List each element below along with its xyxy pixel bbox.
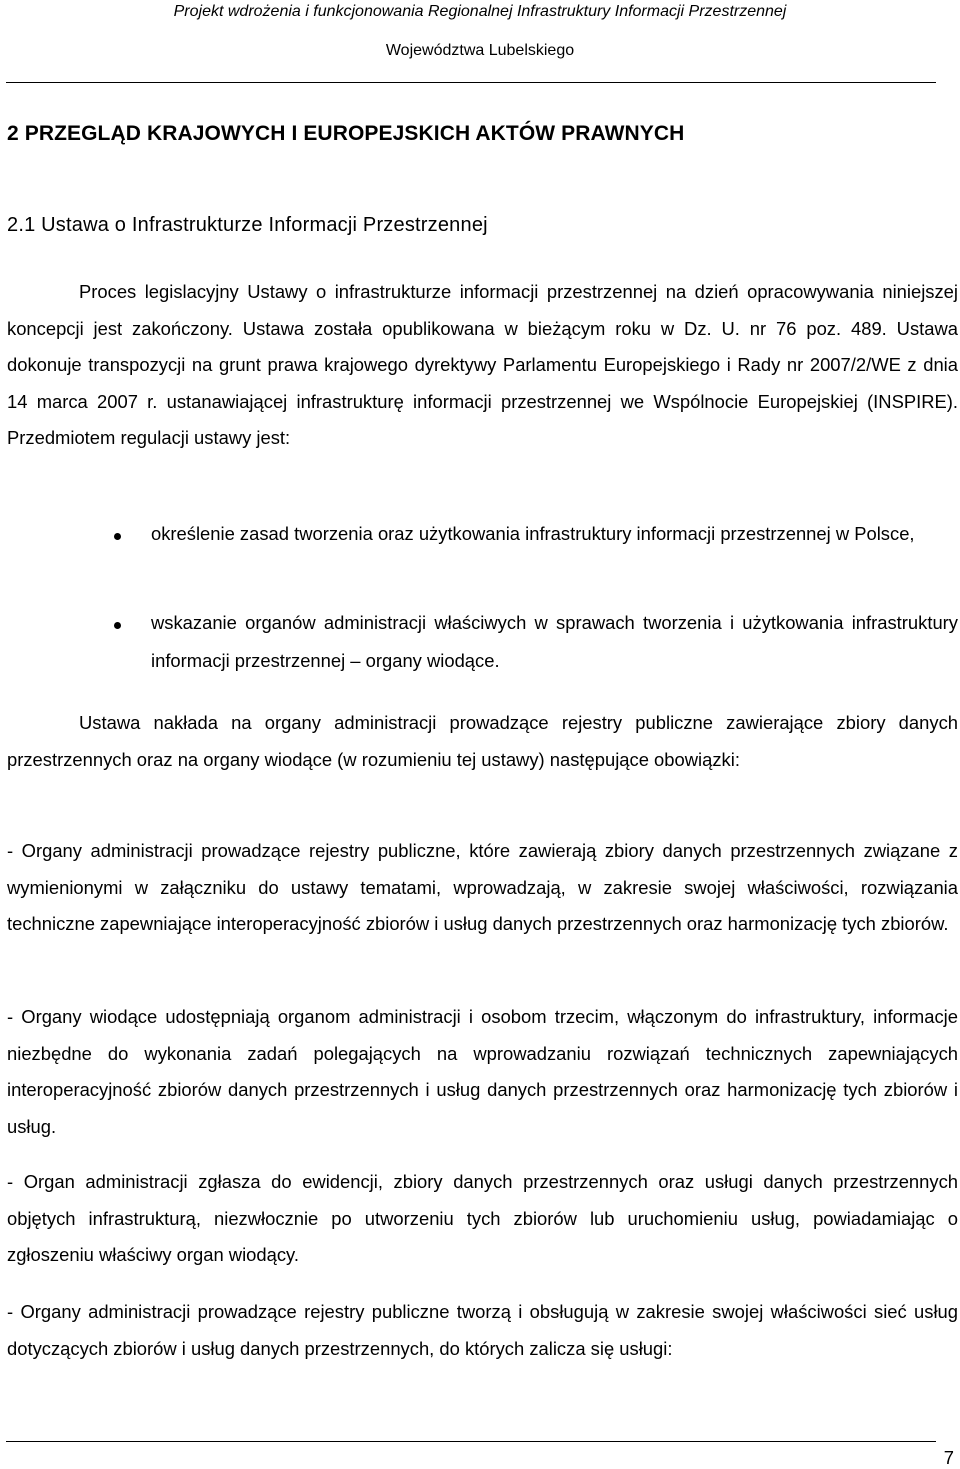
footer-divider: [6, 1441, 936, 1442]
bullet-dot: [114, 533, 121, 540]
header-title-line2: Województwa Lubelskiego: [385, 42, 575, 59]
header-title-line1: Projekt wdrożenia i funkcjonowania Regionalnej Infrastruktury Informacji Przestrzennej: [173, 3, 787, 20]
paragraph-obligation-1: - Organy administracji prowadzące rejestry publiczne, które zawierają zbiory danych przestrzennych związane z wymienionymi w załączniku do ustawy tematami, wprowadzają, w zakresie swojej właściwości, rozwiązania techniczne zapewniające interoperacyjność zbiorów i usług danych przestrzennych oraz harmonizację tych zbiorów.: [7, 840, 958, 934]
paragraph-obligations-intro: Ustawa nakłada na organy administracji prowadzące rejestry publiczne zawierające zbiory danych przestrzennych oraz na organy wiodące (w rozumieniu tej ustawy) następujące obowiązki:: [7, 712, 958, 770]
bullet-item: wskazanie organów administracji właściwych w sprawach tworzenia i użytkowania infrastruktury informacji przestrzennej – organy wiodące.: [151, 612, 958, 671]
chapter-heading: 2 PRZEGLĄD KRAJOWYCH I EUROPEJSKICH AKTÓW PRAWNYCH: [7, 122, 685, 145]
paragraph-obligation-4: - Organy administracji prowadzące rejestry publiczne tworzą i obsługują w zakresie swojej właściwości sieć usług dotyczących zbiorów i usług danych przestrzennych, do których zalicza się usługi:: [7, 1301, 958, 1359]
bullet-item: określenie zasad tworzenia oraz użytkowania infrastruktury informacji przestrzennej w Polsce,: [151, 523, 915, 544]
paragraph-obligation-3: - Organ administracji zgłasza do ewidencji, zbiory danych przestrzennych oraz usługi danych przestrzennych objętych infrastrukturą, niezwłocznie po utworzeniu tych zbiorów lub uruchomieniu usług, powiadamiając o zgłoszeniu właściwy organ wiodący.: [7, 1171, 958, 1265]
page-number: 7: [943, 1447, 954, 1468]
paragraph-obligation-2: - Organy wiodące udostępniają organom administracji i osobom trzecim, włączonym do infrastruktury, informacje niezbędne do wykonania zadań polegających na wprowadzaniu rozwiązań technicznych zapewniających interoperacyjność zbiorów danych przestrzennych i usług danych przestrzennych oraz harmonizację tych zbiorów i usług.: [7, 1006, 958, 1137]
section-heading: 2.1 Ustawa o Infrastrukturze Informacji Przestrzennej: [7, 214, 488, 236]
header-divider: [6, 82, 936, 83]
bullet-dot: [114, 622, 121, 629]
paragraph-intro: Proces legislacyjny Ustawy o infrastrukturze informacji przestrzennej na dzień opracowywania niniejszej koncepcji jest zakończony. Ustawa została opublikowana w bieżącym roku w Dz. U. nr 76 poz. 489. Ustawa dokonuje transpozycji na grunt prawa krajowego dyrektywy Parlamentu Europejskiego i Rady nr 2007/2/WE z dnia 14 marca 2007 r. ustanawiającej infrastrukturę informacji przestrzennej we Wspólnocie Europejskiej (INSPIRE). Przedmiotem regulacji ustawy jest:: [7, 281, 958, 448]
